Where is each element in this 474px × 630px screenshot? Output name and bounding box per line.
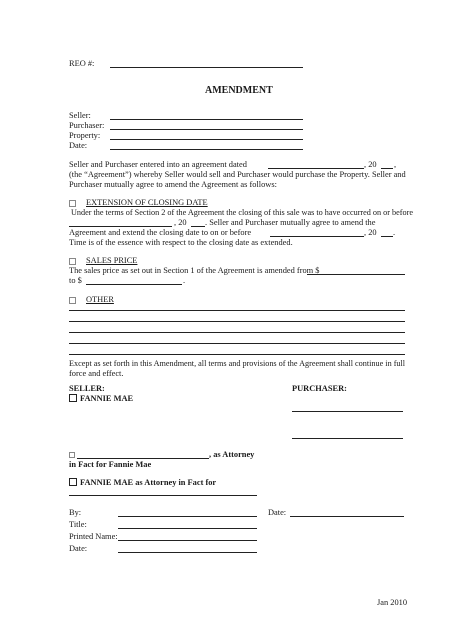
new-price-field[interactable] bbox=[86, 284, 182, 285]
intro-line-3: Purchaser mutually agree to amend the Agreement as follows: bbox=[69, 180, 277, 189]
extension-line-3: Agreement and extend the closing date to on or before bbox=[69, 228, 252, 237]
other-line[interactable] bbox=[69, 354, 405, 355]
attorney-name-field[interactable] bbox=[77, 458, 209, 459]
intro-line-1: Seller and Purchaser entered into an agreement dated bbox=[69, 160, 247, 169]
page-title: AMENDMENT bbox=[205, 85, 273, 96]
fannie-mae-checkbox[interactable] bbox=[69, 394, 77, 402]
as-attorney-label: , as Attorney bbox=[209, 450, 255, 459]
by-label: By: bbox=[69, 508, 82, 517]
extended-closing-year-field[interactable] bbox=[381, 236, 393, 237]
other-line[interactable] bbox=[69, 332, 405, 333]
other-line[interactable] bbox=[69, 310, 405, 311]
extension-heading: EXTENSION OF CLOSING DATE bbox=[86, 198, 208, 207]
fannie-attorney-checkbox[interactable] bbox=[69, 478, 77, 486]
seller-label: Seller: bbox=[69, 111, 91, 120]
original-closing-date-field[interactable] bbox=[69, 226, 172, 227]
seller-signature-label: SELLER: bbox=[69, 384, 105, 393]
extension-checkbox[interactable] bbox=[69, 200, 76, 207]
property-field[interactable] bbox=[110, 139, 303, 140]
reo-field[interactable] bbox=[110, 67, 303, 68]
fannie-attorney-label: FANNIE MAE as Attorney in Fact for bbox=[80, 478, 217, 487]
by-field[interactable] bbox=[118, 516, 257, 517]
fannie-mae-option bbox=[69, 394, 133, 404]
old-price-field[interactable] bbox=[307, 274, 405, 275]
other-line[interactable] bbox=[69, 343, 405, 344]
other-section-heading bbox=[69, 295, 114, 305]
purchaser-signature-line-2[interactable] bbox=[292, 438, 403, 439]
extension-year-prefix-2: , 20 bbox=[364, 228, 377, 237]
sales-price-section-heading bbox=[69, 256, 137, 266]
agreement-year-field[interactable] bbox=[381, 168, 393, 169]
purchaser-date-label: Date: bbox=[268, 508, 287, 517]
title-field[interactable] bbox=[118, 528, 257, 529]
property-label: Property: bbox=[69, 131, 101, 140]
signature-date-field[interactable] bbox=[118, 552, 257, 553]
footer-date: Jan 2010 bbox=[377, 598, 408, 607]
extension-line-1: Under the terms of Section 2 of the Agreement the closing of this sale was to have occurred on or before bbox=[71, 208, 413, 217]
fannie-mae-label: FANNIE MAE bbox=[80, 394, 134, 403]
seller-field[interactable] bbox=[110, 119, 303, 120]
original-closing-year-field[interactable] bbox=[191, 226, 205, 227]
in-fact-label: in Fact for Fannie Mae bbox=[69, 460, 152, 469]
purchaser-date-field[interactable] bbox=[290, 516, 404, 517]
other-heading: OTHER bbox=[86, 295, 114, 304]
printed-name-label: Printed Name: bbox=[69, 532, 118, 541]
reo-label: REO #: bbox=[69, 59, 95, 68]
date-label: Date: bbox=[69, 141, 88, 150]
sales-price-checkbox[interactable] bbox=[69, 258, 76, 265]
other-line[interactable] bbox=[69, 321, 405, 322]
agreement-date-field[interactable] bbox=[268, 168, 364, 169]
extension-period: . bbox=[393, 228, 396, 237]
closing-line-2: force and effect. bbox=[69, 369, 124, 378]
title-label: Title: bbox=[69, 520, 87, 529]
intro-year-prefix: , 20 bbox=[364, 160, 377, 169]
intro-comma: , bbox=[394, 160, 397, 169]
extension-year-prefix: , 20 bbox=[174, 218, 187, 227]
sales-price-to: to $ bbox=[69, 276, 82, 285]
date-field[interactable] bbox=[110, 149, 303, 150]
sales-price-line-1: The sales price as set out in Section 1 of the Agreement is amended from $ bbox=[69, 266, 320, 275]
intro-line-2: (the “Agreement”) whereby Seller would sell and Purchaser would purchase the Property. Seller and bbox=[69, 170, 406, 179]
attorney-for-field[interactable] bbox=[69, 495, 257, 496]
extension-line-2: . Seller and Purchaser mutually agree to amend the bbox=[205, 218, 376, 227]
sales-price-period: . bbox=[183, 276, 186, 285]
signature-date-label: Date: bbox=[69, 544, 88, 553]
purchaser-field[interactable] bbox=[110, 129, 303, 130]
purchaser-signature-line-1[interactable] bbox=[292, 411, 403, 412]
purchaser-signature-label: PURCHASER: bbox=[292, 384, 347, 393]
purchaser-label: Purchaser: bbox=[69, 121, 105, 130]
extension-line-4: Time is of the essence with respect to the closing date as extended. bbox=[69, 238, 293, 247]
sales-price-heading: SALES PRICE bbox=[86, 256, 138, 265]
printed-name-field[interactable] bbox=[118, 540, 257, 541]
fannie-attorney-option bbox=[69, 478, 216, 488]
closing-line-1: Except as set forth in this Amendment, all terms and provisions of the Agreement shall continue in full bbox=[69, 359, 406, 368]
other-checkbox[interactable] bbox=[69, 297, 76, 304]
extended-closing-date-field[interactable] bbox=[270, 236, 364, 237]
attorney-checkbox[interactable] bbox=[69, 452, 75, 458]
extension-section-heading bbox=[69, 198, 208, 208]
